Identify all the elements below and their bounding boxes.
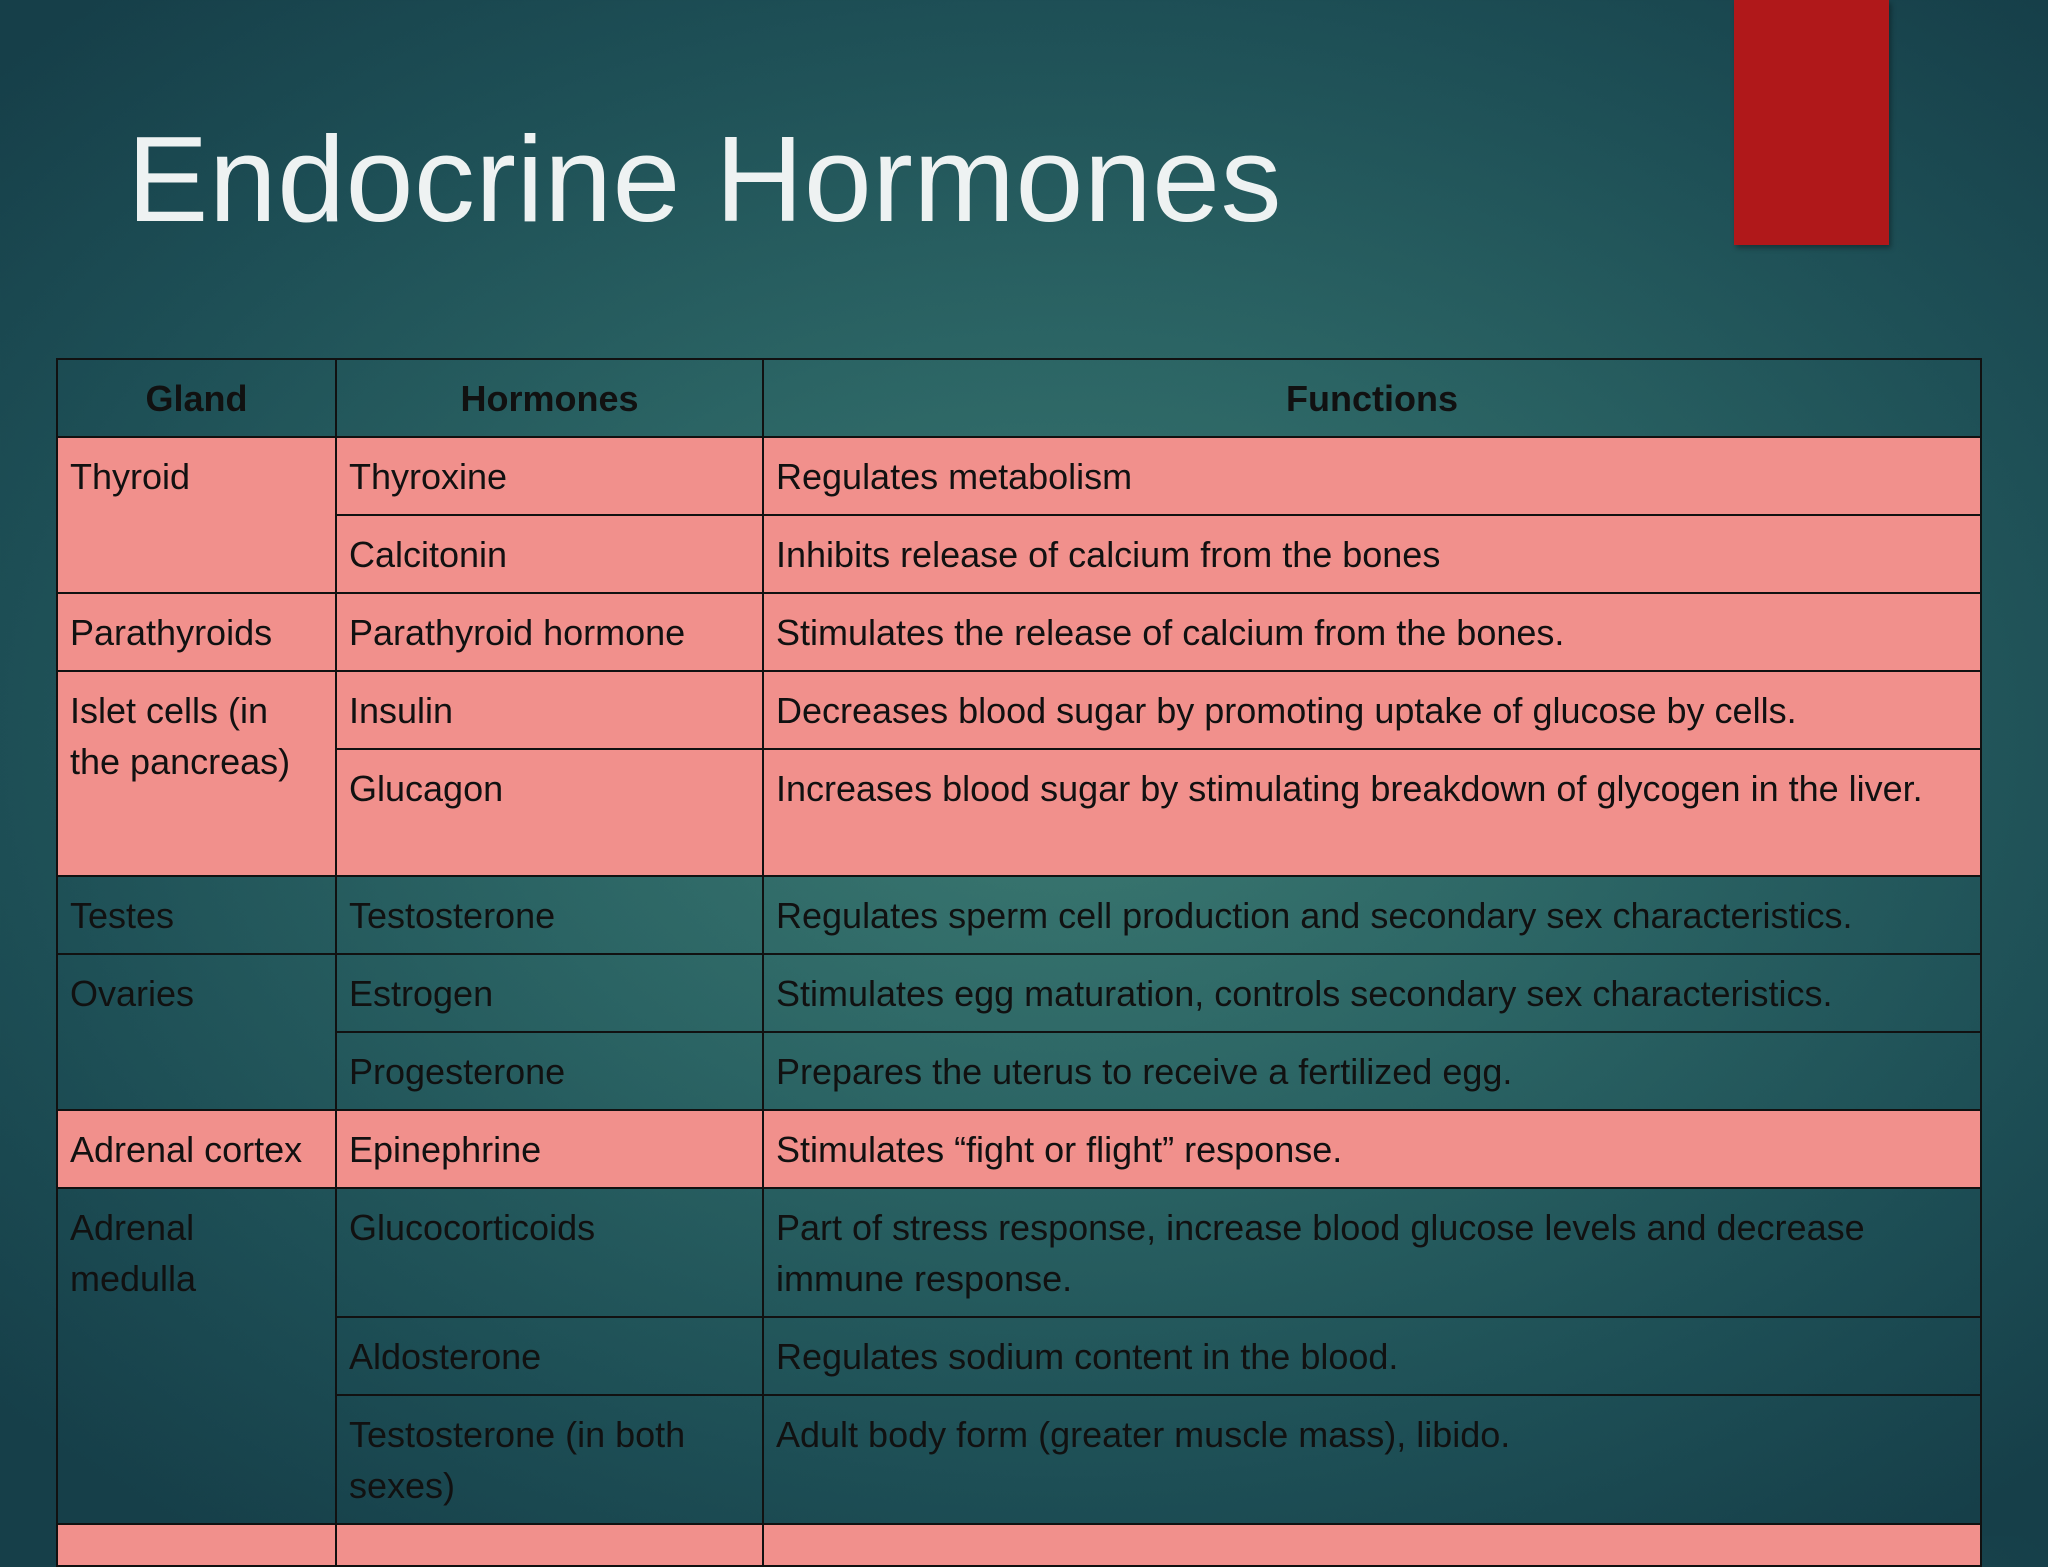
table-body bbox=[57, 437, 1981, 1566]
partial-cell bbox=[336, 1524, 763, 1566]
table-row bbox=[57, 437, 1981, 515]
function-cell: Regulates sodium content in the blood. bbox=[763, 1317, 1981, 1395]
gland-cell: Parathyroids bbox=[57, 593, 336, 671]
hormone-cell: Testosterone bbox=[336, 876, 763, 954]
table-row bbox=[57, 671, 1981, 749]
hormone-cell: Progesterone bbox=[336, 1032, 763, 1110]
hormone-cell: Aldosterone bbox=[336, 1317, 763, 1395]
accent-bar bbox=[1734, 0, 1889, 245]
table-row bbox=[57, 749, 1981, 876]
header-functions: Functions bbox=[763, 359, 1981, 437]
table-row bbox=[57, 954, 1981, 1032]
function-cell: Regulates metabolism bbox=[763, 437, 1981, 515]
gland-cell: Thyroid bbox=[57, 437, 336, 593]
table-row bbox=[57, 1110, 1981, 1188]
table-row bbox=[57, 1395, 1981, 1524]
function-cell: Regulates sperm cell production and secondary sex characteristics. bbox=[763, 876, 1981, 954]
function-cell: Increases blood sugar by stimulating breakdown of glycogen in the liver. bbox=[763, 749, 1981, 876]
partial-cell bbox=[57, 1524, 336, 1566]
slide-title: Endocrine Hormones bbox=[127, 111, 1283, 247]
hormone-cell: Estrogen bbox=[336, 954, 763, 1032]
gland-cell: Adrenal medulla bbox=[57, 1188, 336, 1524]
hormone-cell: Glucocorticoids bbox=[336, 1188, 763, 1317]
table-row bbox=[57, 1317, 1981, 1395]
gland-cell: Ovaries bbox=[57, 954, 336, 1110]
gland-cell: Adrenal cortex bbox=[57, 1110, 336, 1188]
table-row bbox=[57, 593, 1981, 671]
gland-cell: Islet cells (in the pancreas) bbox=[57, 671, 336, 876]
table-row bbox=[57, 515, 1981, 593]
table-row bbox=[57, 876, 1981, 954]
table-row bbox=[57, 1188, 1981, 1317]
hormone-cell: Thyroxine bbox=[336, 437, 763, 515]
function-cell: Stimulates egg maturation, controls secondary sex characteristics. bbox=[763, 954, 1981, 1032]
hormone-cell: Calcitonin bbox=[336, 515, 763, 593]
header-hormones: Hormones bbox=[336, 359, 763, 437]
table-header-row bbox=[57, 359, 1981, 437]
function-cell: Prepares the uterus to receive a fertilized egg. bbox=[763, 1032, 1981, 1110]
hormone-cell: Epinephrine bbox=[336, 1110, 763, 1188]
hormone-table bbox=[56, 358, 1982, 1567]
hormone-cell: Parathyroid hormone bbox=[336, 593, 763, 671]
function-cell: Inhibits release of calcium from the bones bbox=[763, 515, 1981, 593]
hormone-cell: Glucagon bbox=[336, 749, 763, 876]
table-row bbox=[57, 1032, 1981, 1110]
function-cell: Stimulates “fight or flight” response. bbox=[763, 1110, 1981, 1188]
function-cell: Adult body form (greater muscle mass), libido. bbox=[763, 1395, 1981, 1524]
table-row-partial bbox=[57, 1524, 1981, 1566]
hormone-cell: Insulin bbox=[336, 671, 763, 749]
header-gland: Gland bbox=[57, 359, 336, 437]
function-cell: Stimulates the release of calcium from the bones. bbox=[763, 593, 1981, 671]
function-cell: Decreases blood sugar by promoting uptake of glucose by cells. bbox=[763, 671, 1981, 749]
hormone-cell: Testosterone (in both sexes) bbox=[336, 1395, 763, 1524]
function-cell: Part of stress response, increase blood glucose levels and decrease immune response. bbox=[763, 1188, 1981, 1317]
partial-cell bbox=[763, 1524, 1981, 1566]
gland-cell: Testes bbox=[57, 876, 336, 954]
